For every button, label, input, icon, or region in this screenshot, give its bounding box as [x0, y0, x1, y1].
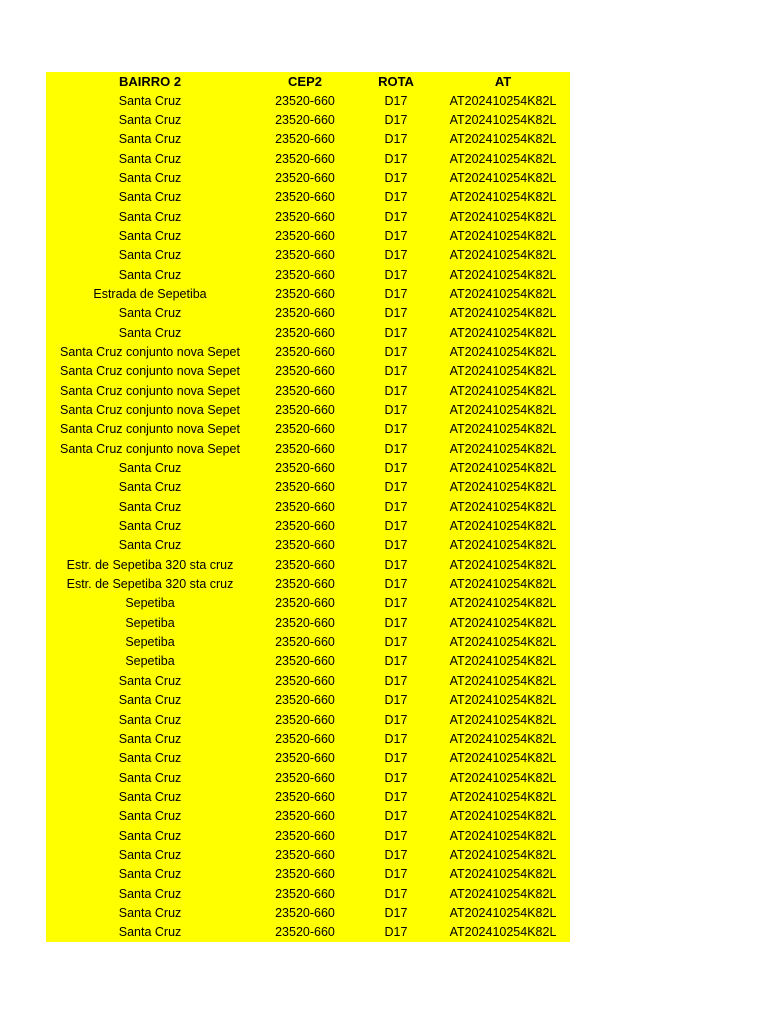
cell-bairro[interactable]: Estr. de Sepetiba 320 sta cruz [66, 577, 234, 592]
cell-rota[interactable]: D17 [384, 228, 408, 243]
cell-bairro[interactable]: Santa Cruz [118, 267, 182, 282]
cell-at[interactable]: AT202410254K82L [449, 905, 557, 920]
cell-at[interactable]: AT202410254K82L [449, 306, 557, 321]
cell-at[interactable]: AT202410254K82L [449, 325, 557, 340]
cell-at[interactable]: AT202410254K82L [449, 248, 557, 263]
cell-bairro[interactable]: Sepetiba [125, 635, 175, 650]
cell-at[interactable]: AT202410254K82L [449, 499, 557, 514]
cell-cep[interactable]: 23520-660 [275, 577, 335, 592]
cell-rota[interactable]: D17 [384, 151, 408, 166]
cell-cep[interactable]: 23520-660 [275, 751, 335, 766]
cell-rota[interactable]: D17 [384, 789, 408, 804]
cell-cep[interactable]: 23520-660 [275, 847, 335, 862]
table-row [46, 768, 570, 787]
table-row [46, 285, 570, 304]
cell-cep[interactable]: 23520-660 [275, 673, 335, 688]
table-row [46, 691, 570, 710]
table-row [46, 788, 570, 807]
cell-cep[interactable]: 23520-660 [275, 461, 335, 476]
header-at[interactable]: AT [494, 74, 512, 90]
cell-at[interactable]: AT202410254K82L [449, 673, 557, 688]
cell-bairro[interactable]: Santa Cruz [118, 499, 182, 514]
cell-at[interactable]: AT202410254K82L [449, 867, 557, 882]
cell-cep[interactable]: 23520-660 [275, 905, 335, 920]
cell-at[interactable]: AT202410254K82L [449, 557, 557, 572]
cell-rota[interactable]: D17 [384, 654, 408, 669]
cell-cep[interactable]: 23520-660 [275, 499, 335, 514]
cell-cep[interactable]: 23520-660 [275, 306, 335, 321]
cell-cep[interactable]: 23520-660 [275, 770, 335, 785]
cell-cep[interactable]: 23520-660 [275, 441, 335, 456]
cell-rota[interactable]: D17 [384, 809, 408, 824]
cell-bairro[interactable]: Santa Cruz [118, 480, 182, 495]
cell-cep[interactable]: 23520-660 [275, 364, 335, 379]
table-row [46, 672, 570, 691]
table-row [46, 111, 570, 130]
cell-cep[interactable]: 23520-660 [275, 209, 335, 224]
cell-rota[interactable]: D17 [384, 886, 408, 901]
cell-bairro[interactable]: Estr. de Sepetiba 320 sta cruz [66, 557, 234, 572]
table-row [46, 362, 570, 381]
cell-at[interactable]: AT202410254K82L [449, 403, 557, 418]
cell-at[interactable]: AT202410254K82L [449, 635, 557, 650]
cell-at[interactable]: AT202410254K82L [449, 228, 557, 243]
cell-rota[interactable]: D17 [384, 712, 408, 727]
cell-rota[interactable]: D17 [384, 422, 408, 437]
table-row [46, 169, 570, 188]
table-row [46, 575, 570, 594]
cell-bairro[interactable]: Santa Cruz [118, 809, 182, 824]
cell-cep[interactable]: 23520-660 [275, 635, 335, 650]
cell-rota[interactable]: D17 [384, 461, 408, 476]
cell-bairro[interactable]: Santa Cruz [118, 673, 182, 688]
cell-bairro[interactable]: Santa Cruz [118, 712, 182, 727]
cell-at[interactable]: AT202410254K82L [449, 789, 557, 804]
table-row [46, 923, 570, 942]
cell-at[interactable]: AT202410254K82L [449, 190, 557, 205]
cell-bairro[interactable]: Santa Cruz [118, 847, 182, 862]
cell-at[interactable]: AT202410254K82L [449, 344, 557, 359]
cell-at[interactable]: AT202410254K82L [449, 364, 557, 379]
cell-bairro[interactable]: Santa Cruz [118, 209, 182, 224]
cell-rota[interactable]: D17 [384, 248, 408, 263]
cell-cep[interactable]: 23520-660 [275, 383, 335, 398]
cell-rota[interactable]: D17 [384, 577, 408, 592]
cell-bairro[interactable]: Santa Cruz [118, 925, 182, 940]
header-row [46, 72, 570, 91]
cell-cep[interactable]: 23520-660 [275, 170, 335, 185]
cell-cep[interactable]: 23520-660 [275, 286, 335, 301]
cell-at[interactable]: AT202410254K82L [449, 422, 557, 437]
cell-bairro[interactable]: Santa Cruz [118, 770, 182, 785]
cell-bairro[interactable]: Santa Cruz [118, 789, 182, 804]
cell-at[interactable]: AT202410254K82L [449, 519, 557, 534]
table-row [46, 594, 570, 613]
cell-rota[interactable]: D17 [384, 925, 408, 940]
cell-cep[interactable]: 23520-660 [275, 267, 335, 282]
cell-cep[interactable]: 23520-660 [275, 403, 335, 418]
cell-cep[interactable]: 23520-660 [275, 596, 335, 611]
cell-rota[interactable]: D17 [384, 519, 408, 534]
table-row [46, 91, 570, 110]
cell-at[interactable]: AT202410254K82L [449, 286, 557, 301]
table-row [46, 459, 570, 478]
table-row [46, 478, 570, 497]
cell-at[interactable]: AT202410254K82L [449, 886, 557, 901]
cell-bairro[interactable]: Santa Cruz [118, 132, 182, 147]
cell-at[interactable]: AT202410254K82L [449, 809, 557, 824]
cell-cep[interactable]: 23520-660 [275, 886, 335, 901]
cell-cep[interactable]: 23520-660 [275, 190, 335, 205]
table-row [46, 652, 570, 671]
table-row [46, 710, 570, 729]
cell-rota[interactable]: D17 [384, 557, 408, 572]
cell-rota[interactable]: D17 [384, 693, 408, 708]
cell-rota[interactable]: D17 [384, 828, 408, 843]
cell-cep[interactable]: 23520-660 [275, 828, 335, 843]
cell-at[interactable]: AT202410254K82L [449, 731, 557, 746]
cell-cep[interactable]: 23520-660 [275, 712, 335, 727]
cell-bairro[interactable]: Santa Cruz [118, 190, 182, 205]
cell-at[interactable]: AT202410254K82L [449, 209, 557, 224]
cell-cep[interactable]: 23520-660 [275, 867, 335, 882]
cell-at[interactable]: AT202410254K82L [449, 132, 557, 147]
cell-bairro[interactable]: Santa Cruz conjunto nova Sepet [60, 344, 240, 359]
cell-rota[interactable]: D17 [384, 364, 408, 379]
cell-bairro[interactable]: Santa Cruz [118, 867, 182, 882]
cell-rota[interactable]: D17 [384, 170, 408, 185]
cell-at[interactable]: AT202410254K82L [449, 847, 557, 862]
table-row [46, 323, 570, 342]
cell-cep[interactable]: 23520-660 [275, 731, 335, 746]
table-row [46, 884, 570, 903]
cell-rota[interactable]: D17 [384, 538, 408, 553]
table-row [46, 265, 570, 284]
cell-rota[interactable]: D17 [384, 635, 408, 650]
cell-rota[interactable]: D17 [384, 673, 408, 688]
cell-cep[interactable]: 23520-660 [275, 132, 335, 147]
cell-at[interactable]: AT202410254K82L [449, 615, 557, 630]
cell-cep[interactable]: 23520-660 [275, 693, 335, 708]
cell-cep[interactable]: 23520-660 [275, 654, 335, 669]
cell-bairro[interactable]: Santa Cruz [118, 170, 182, 185]
cell-at[interactable]: AT202410254K82L [449, 170, 557, 185]
cell-bairro[interactable]: Santa Cruz [118, 693, 182, 708]
cell-bairro[interactable]: Estrada de Sepetiba [93, 286, 207, 301]
cell-cep[interactable]: 23520-660 [275, 112, 335, 127]
cell-rota[interactable]: D17 [384, 325, 408, 340]
cell-cep[interactable]: 23520-660 [275, 248, 335, 263]
cell-rota[interactable]: D17 [384, 267, 408, 282]
cell-at[interactable]: AT202410254K82L [449, 693, 557, 708]
cell-at[interactable]: AT202410254K82L [449, 654, 557, 669]
cell-cep[interactable]: 23520-660 [275, 480, 335, 495]
table-row [46, 246, 570, 265]
header-bairro[interactable]: BAIRRO 2 [118, 74, 182, 90]
table-row [46, 633, 570, 652]
cell-rota[interactable]: D17 [384, 905, 408, 920]
header-cep[interactable]: CEP2 [288, 74, 322, 90]
cell-at[interactable]: AT202410254K82L [449, 538, 557, 553]
cell-rota[interactable]: D17 [384, 403, 408, 418]
table-body [46, 91, 570, 942]
cell-rota[interactable]: D17 [384, 480, 408, 495]
cell-at[interactable]: AT202410254K82L [449, 112, 557, 127]
cell-bairro[interactable]: Sepetiba [125, 615, 175, 630]
table-row [46, 749, 570, 768]
table-row [46, 227, 570, 246]
cell-bairro[interactable]: Santa Cruz [118, 731, 182, 746]
cell-at[interactable]: AT202410254K82L [449, 383, 557, 398]
table-row [46, 130, 570, 149]
cell-cep[interactable]: 23520-660 [275, 925, 335, 940]
cell-rota[interactable]: D17 [384, 112, 408, 127]
cell-bairro[interactable]: Santa Cruz [118, 93, 182, 108]
cell-cep[interactable]: 23520-660 [275, 615, 335, 630]
cell-cep[interactable]: 23520-660 [275, 557, 335, 572]
cell-bairro[interactable]: Santa Cruz [118, 112, 182, 127]
table-row [46, 188, 570, 207]
table-row [46, 207, 570, 226]
cell-rota[interactable]: D17 [384, 209, 408, 224]
table-row [46, 865, 570, 884]
cell-rota[interactable]: D17 [384, 286, 408, 301]
cell-bairro[interactable]: Santa Cruz conjunto nova Sepet [60, 441, 240, 456]
cell-at[interactable]: AT202410254K82L [449, 751, 557, 766]
cell-at[interactable]: AT202410254K82L [449, 828, 557, 843]
table-row [46, 730, 570, 749]
cell-at[interactable]: AT202410254K82L [449, 461, 557, 476]
cell-bairro[interactable]: Santa Cruz conjunto nova Sepet [60, 364, 240, 379]
cell-bairro[interactable]: Santa Cruz [118, 828, 182, 843]
cell-bairro[interactable]: Santa Cruz [118, 151, 182, 166]
cell-bairro[interactable]: Santa Cruz [118, 905, 182, 920]
cell-cep[interactable]: 23520-660 [275, 228, 335, 243]
cell-at[interactable]: AT202410254K82L [449, 267, 557, 282]
cell-at[interactable]: AT202410254K82L [449, 93, 557, 108]
cell-at[interactable]: AT202410254K82L [449, 441, 557, 456]
cell-bairro[interactable]: Sepetiba [125, 654, 175, 669]
table-row [46, 401, 570, 420]
cell-rota[interactable]: D17 [384, 190, 408, 205]
cell-rota[interactable]: D17 [384, 731, 408, 746]
table-row [46, 826, 570, 845]
cell-cep[interactable]: 23520-660 [275, 325, 335, 340]
table-row [46, 904, 570, 923]
cell-bairro[interactable]: Santa Cruz [118, 325, 182, 340]
cell-rota[interactable]: D17 [384, 306, 408, 321]
cell-rota[interactable]: D17 [384, 441, 408, 456]
table-row [46, 556, 570, 575]
cell-rota[interactable]: D17 [384, 344, 408, 359]
cell-at[interactable]: AT202410254K82L [449, 925, 557, 940]
cell-cep[interactable]: 23520-660 [275, 519, 335, 534]
cell-rota[interactable]: D17 [384, 770, 408, 785]
cell-rota[interactable]: D17 [384, 751, 408, 766]
cell-rota[interactable]: D17 [384, 596, 408, 611]
cell-rota[interactable]: D17 [384, 383, 408, 398]
cell-cep[interactable]: 23520-660 [275, 422, 335, 437]
table-row [46, 382, 570, 401]
cell-bairro[interactable]: Santa Cruz conjunto nova Sepet [60, 403, 240, 418]
spreadsheet-table [46, 72, 570, 942]
cell-at[interactable]: AT202410254K82L [449, 712, 557, 727]
table-row [46, 149, 570, 168]
table-row [46, 536, 570, 555]
cell-at[interactable]: AT202410254K82L [449, 577, 557, 592]
cell-bairro[interactable]: Santa Cruz [118, 461, 182, 476]
cell-cep[interactable]: 23520-660 [275, 538, 335, 553]
cell-bairro[interactable]: Sepetiba [125, 596, 175, 611]
cell-bairro[interactable]: Santa Cruz [118, 886, 182, 901]
cell-at[interactable]: AT202410254K82L [449, 596, 557, 611]
table-row [46, 807, 570, 826]
cell-bairro[interactable]: Santa Cruz [118, 228, 182, 243]
table-row [46, 614, 570, 633]
table-row [46, 440, 570, 459]
table-row [46, 517, 570, 536]
cell-cep[interactable]: 23520-660 [275, 93, 335, 108]
cell-bairro[interactable]: Santa Cruz [118, 248, 182, 263]
cell-at[interactable]: AT202410254K82L [449, 151, 557, 166]
cell-rota[interactable]: D17 [384, 847, 408, 862]
cell-cep[interactable]: 23520-660 [275, 151, 335, 166]
cell-bairro[interactable]: Santa Cruz conjunto nova Sepet [60, 383, 240, 398]
table-row [46, 343, 570, 362]
cell-bairro[interactable]: Santa Cruz [118, 306, 182, 321]
cell-bairro[interactable]: Santa Cruz conjunto nova Sepet [60, 422, 240, 437]
cell-at[interactable]: AT202410254K82L [449, 480, 557, 495]
table-row [46, 304, 570, 323]
cell-bairro[interactable]: Santa Cruz [118, 751, 182, 766]
table-row [46, 846, 570, 865]
cell-bairro[interactable]: Santa Cruz [118, 538, 182, 553]
cell-cep[interactable]: 23520-660 [275, 809, 335, 824]
cell-rota[interactable]: D17 [384, 615, 408, 630]
cell-at[interactable]: AT202410254K82L [449, 770, 557, 785]
cell-cep[interactable]: 23520-660 [275, 344, 335, 359]
cell-rota[interactable]: D17 [384, 93, 408, 108]
cell-rota[interactable]: D17 [384, 499, 408, 514]
cell-cep[interactable]: 23520-660 [275, 789, 335, 804]
header-rota[interactable]: ROTA [378, 74, 414, 90]
table-row [46, 420, 570, 439]
cell-rota[interactable]: D17 [384, 867, 408, 882]
cell-bairro[interactable]: Santa Cruz [118, 519, 182, 534]
table-row [46, 498, 570, 517]
cell-rota[interactable]: D17 [384, 132, 408, 147]
